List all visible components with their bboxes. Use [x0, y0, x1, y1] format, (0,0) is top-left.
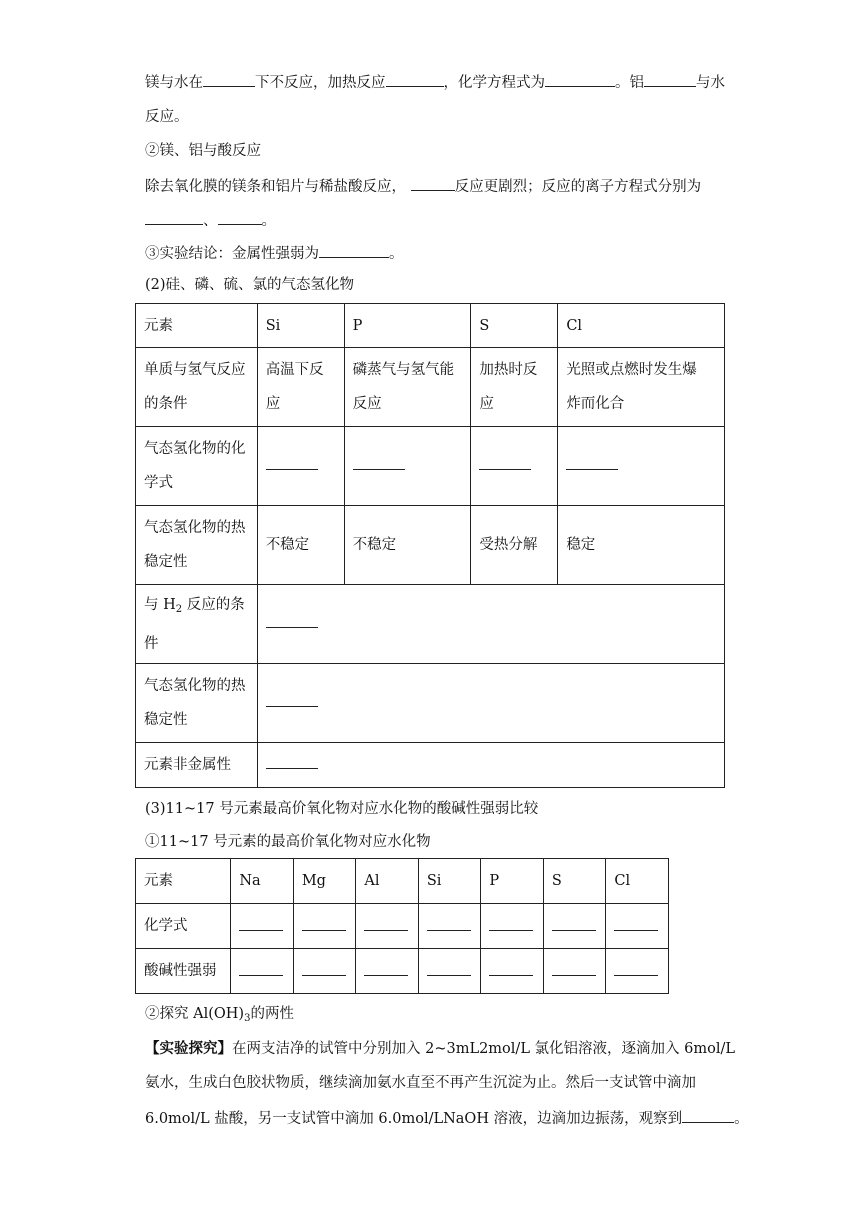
paragraph-line: 氨水，生成白色胶状物质，继续滴加氨水直至不再产生沉淀为止。然后一支试管中滴加 — [145, 1075, 696, 1091]
table-cell: 磷蒸气与氢气能 反应 — [344, 348, 471, 427]
table-cell[interactable] — [418, 904, 481, 949]
answer-blank[interactable] — [386, 72, 444, 87]
table-row — [136, 427, 725, 506]
answer-blank[interactable] — [302, 916, 346, 931]
table-cell[interactable] — [543, 904, 606, 949]
hydride-table — [135, 303, 725, 788]
paragraph-acid-reaction: 除去氧化膜的镁条和铝片与稀盐酸反应， 反应更剧烈；反应的离子方程式分别为 — [145, 176, 730, 197]
hydroxide-table — [135, 858, 669, 994]
answer-blank[interactable] — [489, 916, 533, 931]
table-cell[interactable] — [231, 949, 294, 994]
table-header-cell: P — [481, 859, 544, 904]
table-row — [136, 904, 669, 949]
table-cell[interactable] — [418, 949, 481, 994]
answer-blank[interactable] — [239, 961, 283, 976]
answer-blank[interactable] — [319, 243, 389, 258]
answer-blank[interactable] — [239, 916, 283, 931]
table-cell: 光照或点燃时发生爆 炸而化合 — [558, 348, 725, 427]
answer-blank[interactable] — [218, 210, 262, 225]
table-cell[interactable] — [293, 904, 356, 949]
section-heading: ②探究 $Al(OH)_3$的两性 — [145, 1006, 294, 1024]
answer-blank[interactable] — [479, 455, 531, 470]
answer-blank[interactable] — [682, 1108, 734, 1123]
table-cell[interactable] — [606, 904, 669, 949]
table-header-cell: Si — [257, 304, 344, 348]
table-cell[interactable] — [257, 743, 724, 788]
answer-blank[interactable] — [266, 692, 318, 707]
table-cell[interactable] — [356, 904, 419, 949]
answer-blank[interactable] — [489, 961, 533, 976]
table-cell[interactable] — [481, 904, 544, 949]
table-cell[interactable] — [231, 904, 294, 949]
table-header-cell: 元素 — [136, 859, 231, 904]
answer-blank[interactable] — [552, 961, 596, 976]
table-cell[interactable] — [471, 427, 558, 506]
table-cell[interactable] — [558, 427, 725, 506]
table-header-cell: S — [543, 859, 606, 904]
answer-blank[interactable] — [266, 754, 318, 769]
section-heading: (2)硅、磷、硫、氯的气态氢化物 — [145, 277, 355, 293]
answer-blank[interactable] — [364, 961, 408, 976]
answer-blank[interactable] — [614, 961, 658, 976]
table-header-cell: Na — [231, 859, 294, 904]
answer-blank[interactable] — [411, 176, 455, 191]
row-label: 气态氢化物的热 稳定性 — [136, 664, 258, 743]
table-cell: 不稳定 — [257, 506, 344, 585]
table-cell[interactable] — [606, 949, 669, 994]
table-cell: 不稳定 — [344, 506, 471, 585]
table-cell[interactable] — [344, 427, 471, 506]
table-cell: 稳定 — [558, 506, 725, 585]
table-header-cell: P — [344, 304, 471, 348]
table-cell: 加热时反 应 — [471, 348, 558, 427]
table-cell: 受热分解 — [471, 506, 558, 585]
answer-blank[interactable] — [552, 916, 596, 931]
row-label: 元素非金属性 — [136, 743, 258, 788]
answer-blank[interactable] — [203, 72, 255, 87]
paragraph-conclusion: ③实验结论：金属性强弱为 。 — [145, 243, 730, 264]
table-row — [136, 743, 725, 788]
paragraph-line: 反应。 — [145, 109, 189, 125]
answer-blank[interactable] — [614, 916, 658, 931]
answer-blank[interactable] — [566, 455, 618, 470]
table-header-cell: Cl — [606, 859, 669, 904]
table-row — [136, 506, 725, 585]
table-row — [136, 859, 669, 904]
answer-blank[interactable] — [266, 455, 318, 470]
table-cell[interactable] — [481, 949, 544, 994]
paragraph-line: 6.0mol/L 盐酸，另一支试管中滴加 6.0mol/LNaOH 溶液，边滴加边振荡，观察到 。 — [145, 1108, 730, 1129]
table-header-cell: S — [471, 304, 558, 348]
answer-blank[interactable] — [145, 210, 203, 225]
table-cell[interactable] — [257, 664, 724, 743]
row-label: 气态氢化物的热 稳定性 — [136, 506, 258, 585]
section-heading: ①11~17 号元素的最高价氧化物对应水化物 — [145, 834, 431, 850]
table-header-cell: Cl — [558, 304, 725, 348]
table-cell[interactable] — [257, 427, 344, 506]
table-header-cell: 元素 — [136, 304, 258, 348]
answer-blank[interactable] — [427, 916, 471, 931]
section-heading: (3)11~17 号元素最高价氧化物对应水化物的酸碱性强弱比较 — [145, 801, 539, 817]
table-row — [136, 949, 669, 994]
table-row — [136, 664, 725, 743]
table-cell: 高温下反 应 — [257, 348, 344, 427]
answer-blank[interactable] — [353, 455, 405, 470]
table-cell[interactable] — [257, 585, 724, 664]
answer-blank[interactable] — [302, 961, 346, 976]
paragraph-line: 、 。 — [145, 210, 730, 231]
row-label: 与 $H_2$ 反应的条 件 — [136, 585, 258, 664]
answer-blank[interactable] — [545, 72, 615, 87]
table-cell[interactable] — [543, 949, 606, 994]
row-label: 单质与氢气反应 的条件 — [136, 348, 258, 427]
paragraph-mg-water: 镁与水在 下不反应，加热反应 ，化学方程式为 。铝 与水 — [145, 72, 730, 93]
row-label: 化学式 — [136, 904, 231, 949]
row-label: 酸碱性强弱 — [136, 949, 231, 994]
row-label: 气态氢化物的化 学式 — [136, 427, 258, 506]
answer-blank[interactable] — [427, 961, 471, 976]
table-header-cell: Mg — [293, 859, 356, 904]
table-row — [136, 585, 725, 664]
table-row — [136, 304, 725, 348]
section-heading: ②镁、铝与酸反应 — [145, 143, 261, 159]
paragraph-experiment: 【实验探究】在两支洁净的试管中分别加入 2~3mL2mol/L 氯化铝溶液，逐滴加入 6mol/L — [145, 1040, 736, 1057]
answer-blank[interactable] — [644, 72, 696, 87]
answer-blank[interactable] — [364, 916, 408, 931]
table-header-cell: Al — [356, 859, 419, 904]
answer-blank[interactable] — [266, 613, 318, 628]
table-row — [136, 348, 725, 427]
table-cell[interactable] — [293, 949, 356, 994]
table-cell[interactable] — [356, 949, 419, 994]
table-header-cell: Si — [418, 859, 481, 904]
